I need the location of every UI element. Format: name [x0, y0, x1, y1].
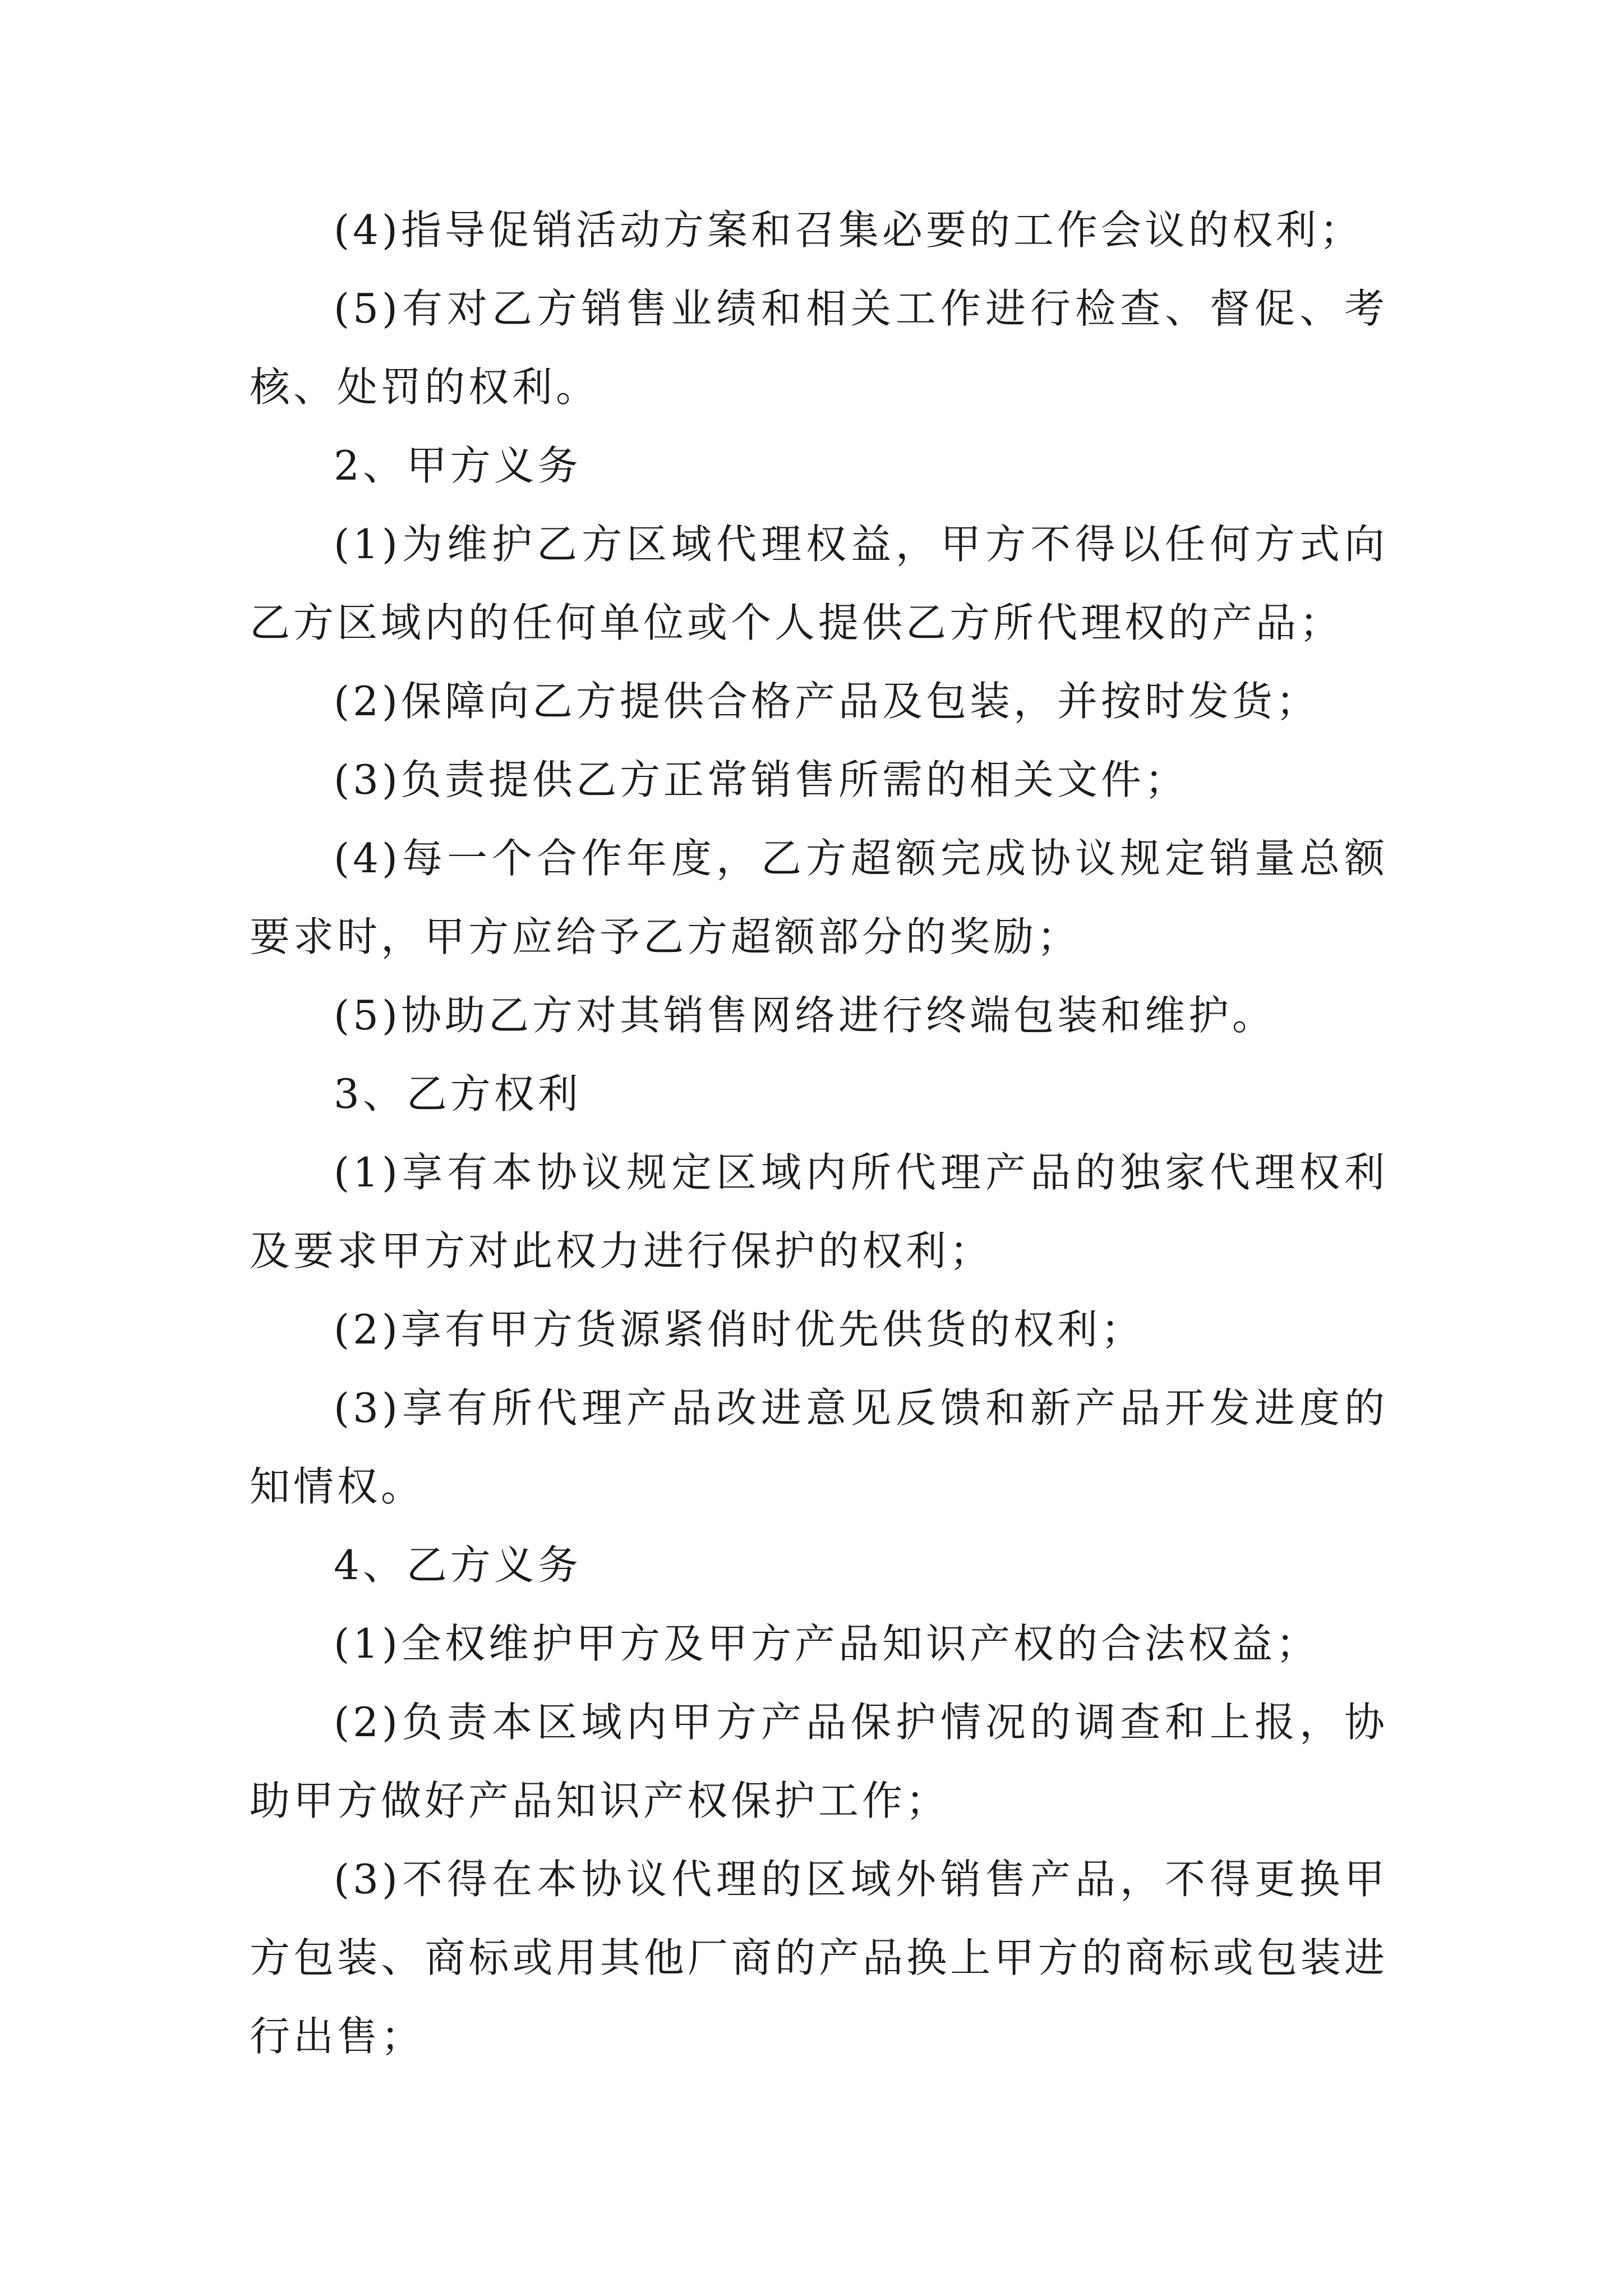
paragraph-party-a-obligation-5: (5)协助乙方对其销售网络进行终端包装和维护。	[334, 992, 1276, 1039]
paragraph-party-a-obligation-4: (4)每一个合作年度，乙方超额完成协议规定销量总额要求时，甲方应给予乙方超额部分的奖励；	[250, 835, 1388, 960]
paragraph-party-b-right-3: (3)享有所代理产品改进意见反馈和新产品开发进度的知情权。	[250, 1384, 1388, 1510]
paragraph-party-b-obligation-1: (1)全权维护甲方及甲方产品知识产权的合法权益；	[334, 1620, 1320, 1667]
paragraph-party-b-right-1: (1)享有本协议规定区域内所代理产品的独家代理权利及要求甲方对此权力进行保护的权利；	[250, 1149, 1388, 1274]
paragraph-party-a-right-5: (5)有对乙方销售业绩和相关工作进行检查、督促、考核、处罚的权利。	[250, 285, 1388, 411]
paragraph-party-b-obligation-2: (2)负责本区域内甲方产品保护情况的调查和上报，协助甲方做好产品知识产权保护工作；	[250, 1699, 1388, 1824]
paragraph-party-a-obligation-2: (2)保障向乙方提供合格产品及包装，并按时发货；	[334, 678, 1320, 725]
paragraph-party-a-right-4: (4)指导促销活动方案和召集必要的工作会议的权利；	[334, 206, 1363, 254]
document-body	[250, 191, 1388, 2076]
section-heading-party-b-obligations: 4、乙方义务	[334, 1542, 582, 1589]
paragraph-party-a-obligation-1: (1)为维护乙方区域代理权益，甲方不得以任何方式向乙方区域内的任何单位或个人提供乙方所代理权的产品；	[250, 521, 1388, 646]
section-heading-party-a-obligations: 2、甲方义务	[334, 442, 582, 489]
paragraph-party-b-right-2: (2)享有甲方货源紧俏时优先供货的权利；	[334, 1306, 1145, 1353]
paragraph-party-b-obligation-3: (3)不得在本协议代理的区域外销售产品，不得更换甲方包装、商标或用其他厂商的产品换上甲方的商标或包装进行出售；	[250, 1856, 1388, 2060]
paragraph-party-a-obligation-3: (3)负责提供乙方正常销售所需的相关文件；	[334, 756, 1188, 803]
section-heading-party-b-rights: 3、乙方权利	[334, 1070, 582, 1117]
